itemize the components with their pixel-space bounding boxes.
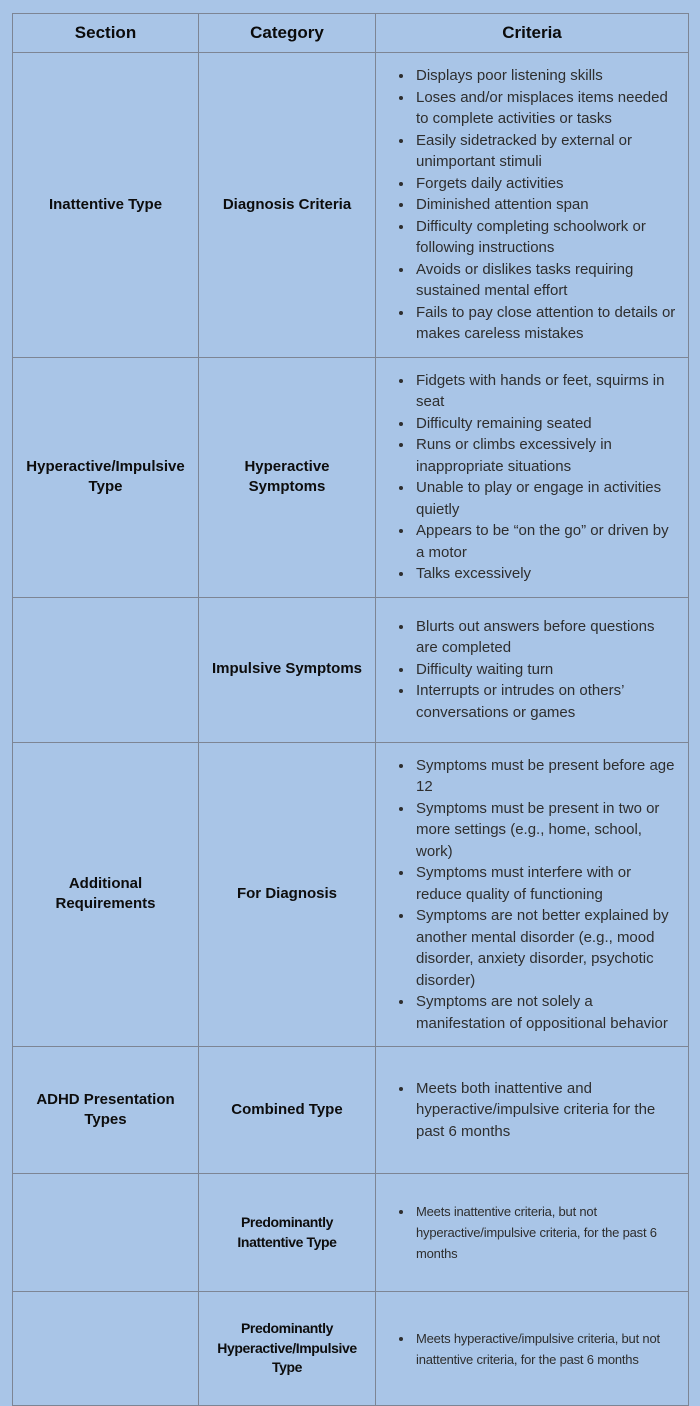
criteria-item: • Meets hyperactive/impulsive criteria, but not inattentive criteria, for the past 6 months xyxy=(414,1328,680,1370)
criteria-item: • Difficulty remaining seated xyxy=(414,413,680,435)
criteria-item: • Fails to pay close attention to details or makes careless mistakes xyxy=(414,302,680,345)
criteria-item: • Meets both inattentive and hyperactive/impulsive criteria for the past 6 months xyxy=(414,1078,680,1143)
criteria-cell xyxy=(376,53,689,358)
criteria-item: • Displays poor listening skills xyxy=(414,65,680,87)
section-cell: ADHD Presentation Types xyxy=(13,1047,199,1174)
table-row-additional-requirements xyxy=(13,742,689,1047)
criteria-cell xyxy=(376,742,689,1047)
criteria-item: • Loses and/or misplaces items needed to complete activities or tasks xyxy=(414,87,680,130)
criteria-item: • Meets inattentive criteria, but not hyperactive/impulsive criteria, for the past 6 months xyxy=(414,1201,680,1264)
category-cell: Predominantly Inattentive Type xyxy=(199,1174,376,1292)
section-cell: Inattentive Type xyxy=(13,53,199,358)
table-row-impulsive-symptoms xyxy=(13,597,689,742)
header-category: Category xyxy=(199,14,376,53)
criteria-list xyxy=(388,1201,680,1264)
header-section: Section xyxy=(13,14,199,53)
section-cell xyxy=(13,597,199,742)
criteria-item: • Interrupts or intrudes on others’ conversations or games xyxy=(414,680,680,723)
criteria-list xyxy=(388,370,680,585)
criteria-cell xyxy=(376,1174,689,1292)
criteria-item: • Runs or climbs excessively in inappropriate situations xyxy=(414,434,680,477)
category-cell: For Diagnosis xyxy=(199,742,376,1047)
adhd-criteria-table xyxy=(12,13,689,1406)
criteria-item: • Diminished attention span xyxy=(414,194,680,216)
criteria-cell xyxy=(376,357,689,597)
criteria-item: • Symptoms must be present before age 12 xyxy=(414,755,680,798)
criteria-item: • Blurts out answers before questions are completed xyxy=(414,616,680,659)
category-cell: Combined Type xyxy=(199,1047,376,1174)
header-row xyxy=(13,14,689,53)
criteria-list xyxy=(388,1078,680,1143)
criteria-item: • Fidgets with hands or feet, squirms in seat xyxy=(414,370,680,413)
criteria-item: • Difficulty waiting turn xyxy=(414,659,680,681)
category-cell: Impulsive Symptoms xyxy=(199,597,376,742)
criteria-item: • Symptoms are not solely a manifestation of oppositional behavior xyxy=(414,991,680,1034)
criteria-item: • Forgets daily activities xyxy=(414,173,680,195)
table-row-predominantly-inattentive xyxy=(13,1174,689,1292)
criteria-cell xyxy=(376,1292,689,1406)
criteria-cell xyxy=(376,1047,689,1174)
table-row-predominantly-hyperactive xyxy=(13,1292,689,1406)
criteria-item: • Talks excessively xyxy=(414,563,680,585)
criteria-list xyxy=(388,1328,680,1370)
criteria-item: • Easily sidetracked by external or unimportant stimuli xyxy=(414,130,680,173)
criteria-item: • Difficulty completing schoolwork or following instructions xyxy=(414,216,680,259)
section-cell: Additional Requirements xyxy=(13,742,199,1047)
criteria-item: • Symptoms must be present in two or more settings (e.g., home, school, work) xyxy=(414,798,680,863)
criteria-list xyxy=(388,755,680,1035)
criteria-item: • Avoids or dislikes tasks requiring sustained mental effort xyxy=(414,259,680,302)
criteria-item: • Symptoms must interfere with or reduce quality of functioning xyxy=(414,862,680,905)
table-row-hyperactive-type xyxy=(13,357,689,597)
header-criteria: Criteria xyxy=(376,14,689,53)
category-cell: Predominantly Hyperactive/Impulsive Type xyxy=(199,1292,376,1406)
section-cell xyxy=(13,1292,199,1406)
criteria-cell xyxy=(376,597,689,742)
criteria-list xyxy=(388,616,680,724)
category-cell: Hyperactive Symptoms xyxy=(199,357,376,597)
category-cell: Diagnosis Criteria xyxy=(199,53,376,358)
section-cell: Hyperactive/Impulsive Type xyxy=(13,357,199,597)
section-cell xyxy=(13,1174,199,1292)
criteria-item: • Appears to be “on the go” or driven by a motor xyxy=(414,520,680,563)
criteria-item: • Symptoms are not better explained by another mental disorder (e.g., mood disorder, anxiety disorder, psychotic disorder) xyxy=(414,905,680,991)
criteria-list xyxy=(388,65,680,345)
table-row-combined-type xyxy=(13,1047,689,1174)
table-row-inattentive-type xyxy=(13,53,689,358)
criteria-item: • Unable to play or engage in activities quietly xyxy=(414,477,680,520)
